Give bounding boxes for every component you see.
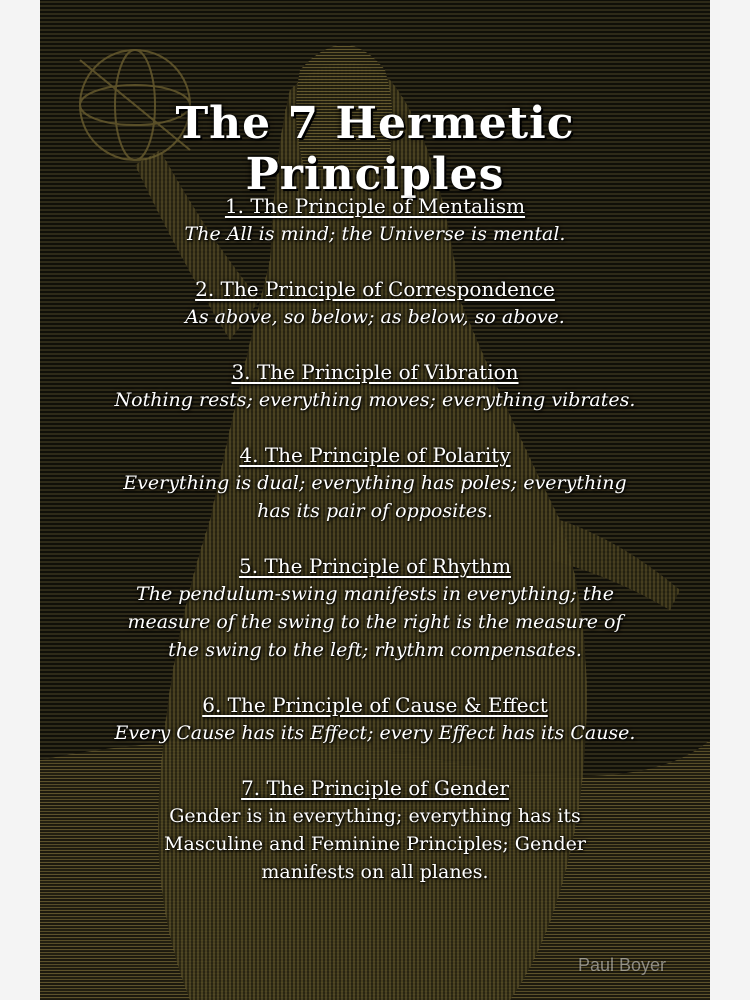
principle-description: Every Cause has its Effect; every Effect has its Cause. [114, 722, 636, 744]
principle-description-line: The pendulum-swing manifests in everything; the [136, 583, 614, 605]
artist-watermark: Paul Boyer [578, 955, 667, 975]
principle-description-line: has its pair of opposites. [257, 500, 493, 522]
principle-mentalism [40, 192, 710, 248]
principle-vibration [40, 358, 710, 414]
principle-heading: 4. The Principle of Polarity [239, 443, 511, 467]
principle-description: Nothing rests; everything moves; everything vibrates. [114, 389, 636, 411]
poster [40, 0, 710, 1000]
principles-list [40, 192, 710, 886]
principle-rhythm [40, 552, 710, 664]
principle-heading: 7. The Principle of Gender [241, 776, 509, 800]
principle-description-line: manifests on all planes. [261, 861, 489, 883]
principle-heading: 6. The Principle of Cause & Effect [202, 693, 548, 717]
principle-gender [40, 774, 710, 886]
principle-description: The All is mind; the Universe is mental. [184, 223, 566, 245]
principle-description-line: Masculine and Feminine Principles; Gender [164, 833, 586, 855]
poster-title: The 7 Hermetic Principles [175, 98, 575, 200]
principle-description-line: Gender is in everything; everything has its [169, 805, 581, 827]
principle-heading: 1. The Principle of Mentalism [224, 194, 526, 218]
principle-description-line: the swing to the left; rhythm compensates. [168, 639, 582, 661]
principle-description-line: measure of the swing to the right is the measure of [127, 611, 623, 633]
principle-heading: 3. The Principle of Vibration [231, 360, 519, 384]
principle-polarity [40, 441, 710, 525]
principle-description: As above, so below; as below, so above. [185, 306, 565, 328]
principle-correspondence [40, 275, 710, 331]
principle-heading: 5. The Principle of Rhythm [238, 554, 512, 578]
principle-description-line: Everything is dual; everything has poles; everything [123, 472, 627, 494]
principle-cause-effect [40, 691, 710, 747]
principle-heading: 2. The Principle of Correspondence [195, 277, 555, 301]
